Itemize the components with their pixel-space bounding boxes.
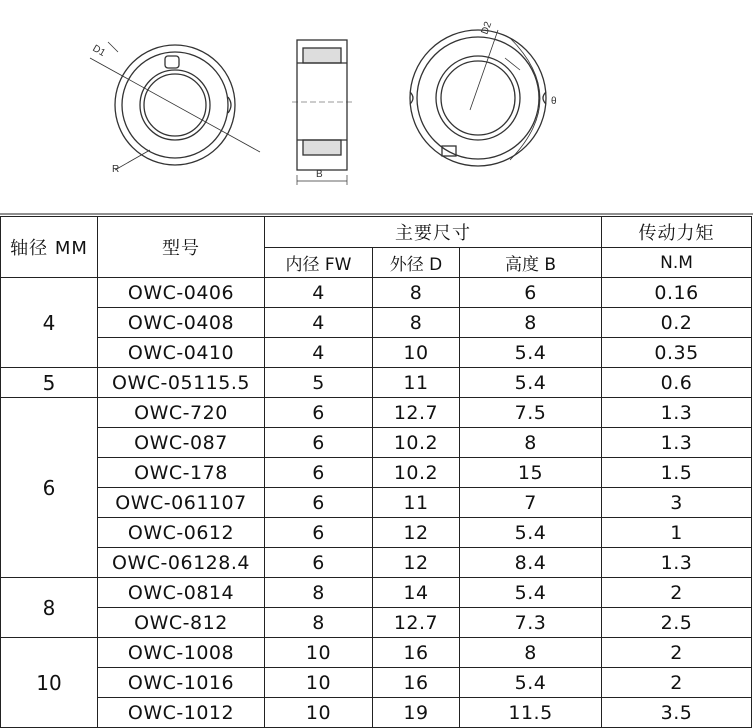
shaft-diameter-cell: 6 — [1, 398, 98, 578]
inner-diameter-cell: 6 — [265, 398, 373, 428]
model-cell: OWC-1016 — [98, 668, 265, 698]
inner-diameter-cell: 4 — [265, 308, 373, 338]
outer-diameter-cell: 14 — [373, 578, 460, 608]
header-torque: 传动力矩 — [602, 217, 752, 248]
torque-cell: 0.16 — [602, 278, 752, 308]
outer-diameter-cell: 10.2 — [373, 458, 460, 488]
height-cell: 5.4 — [460, 578, 602, 608]
front-view-right — [410, 30, 546, 166]
model-cell: OWC-720 — [98, 398, 265, 428]
height-cell: 7 — [460, 488, 602, 518]
model-cell: OWC-05115.5 — [98, 368, 265, 398]
torque-cell: 1.3 — [602, 548, 752, 578]
height-cell: 7.5 — [460, 398, 602, 428]
model-cell: OWC-0408 — [98, 308, 265, 338]
model-cell: OWC-0406 — [98, 278, 265, 308]
inner-diameter-cell: 8 — [265, 578, 373, 608]
table-row — [1, 638, 752, 668]
height-cell: 8.4 — [460, 548, 602, 578]
label-d2: D2 — [479, 20, 495, 37]
height-cell: 5.4 — [460, 518, 602, 548]
height-cell: 8 — [460, 638, 602, 668]
torque-cell: 3 — [602, 488, 752, 518]
label-d1: D1 — [90, 43, 108, 59]
torque-cell: 2 — [602, 668, 752, 698]
model-cell: OWC-087 — [98, 428, 265, 458]
outer-diameter-cell: 19 — [373, 698, 460, 728]
header-inner: 内径 FW — [265, 248, 373, 278]
height-cell: 5.4 — [460, 368, 602, 398]
torque-cell: 1.3 — [602, 398, 752, 428]
inner-diameter-cell: 6 — [265, 428, 373, 458]
torque-cell: 2 — [602, 578, 752, 608]
outer-diameter-cell: 12.7 — [373, 398, 460, 428]
torque-cell: 1 — [602, 518, 752, 548]
table-row — [1, 428, 752, 458]
inner-diameter-cell: 10 — [265, 668, 373, 698]
shaft-diameter-cell: 10 — [1, 638, 98, 728]
shaft-diameter-cell: 5 — [1, 368, 98, 398]
table-row — [1, 698, 752, 728]
torque-cell: 1.3 — [602, 428, 752, 458]
height-cell: 5.4 — [460, 668, 602, 698]
label-r: R — [112, 164, 120, 175]
inner-diameter-cell: 10 — [265, 638, 373, 668]
header-outer: 外径 D — [373, 248, 460, 278]
header-torque-unit: N.M — [602, 248, 752, 278]
header-main-dims: 主要尺寸 — [265, 217, 602, 248]
table-row — [1, 548, 752, 578]
table-row — [1, 518, 752, 548]
height-cell: 5.4 — [460, 338, 602, 368]
torque-cell: 0.2 — [602, 308, 752, 338]
outer-diameter-cell: 16 — [373, 638, 460, 668]
bearing-technical-drawing — [0, 0, 753, 215]
inner-diameter-cell: 10 — [265, 698, 373, 728]
table-row — [1, 488, 752, 518]
height-cell: 8 — [460, 308, 602, 338]
outer-diameter-cell: 10.2 — [373, 428, 460, 458]
torque-cell: 2.5 — [602, 608, 752, 638]
torque-cell: 1.5 — [602, 458, 752, 488]
label-b: B — [316, 169, 323, 180]
outer-diameter-cell: 12.7 — [373, 608, 460, 638]
header-shaft: 轴径 MM — [1, 217, 98, 278]
inner-diameter-cell: 5 — [265, 368, 373, 398]
model-cell: OWC-178 — [98, 458, 265, 488]
torque-cell: 0.35 — [602, 338, 752, 368]
inner-diameter-cell: 4 — [265, 278, 373, 308]
outer-diameter-cell: 11 — [373, 488, 460, 518]
inner-diameter-cell: 6 — [265, 518, 373, 548]
height-cell: 15 — [460, 458, 602, 488]
torque-cell: 2 — [602, 638, 752, 668]
height-cell: 6 — [460, 278, 602, 308]
inner-diameter-cell: 6 — [265, 458, 373, 488]
table-row — [1, 608, 752, 638]
torque-cell: 0.6 — [602, 368, 752, 398]
inner-diameter-cell: 4 — [265, 338, 373, 368]
table-row — [1, 458, 752, 488]
table-row — [1, 338, 752, 368]
outer-diameter-cell: 12 — [373, 518, 460, 548]
inner-diameter-cell: 6 — [265, 488, 373, 518]
table-row — [1, 368, 752, 398]
height-cell: 8 — [460, 428, 602, 458]
spec-table — [0, 216, 752, 728]
model-cell: OWC-0612 — [98, 518, 265, 548]
shaft-diameter-cell: 4 — [1, 278, 98, 368]
table-row — [1, 578, 752, 608]
header-model: 型号 — [98, 217, 265, 278]
model-cell: OWC-061107 — [98, 488, 265, 518]
model-cell: OWC-0410 — [98, 338, 265, 368]
table-row — [1, 278, 752, 308]
section-view — [292, 40, 352, 185]
height-cell: 7.3 — [460, 608, 602, 638]
model-cell: OWC-812 — [98, 608, 265, 638]
inner-diameter-cell: 8 — [265, 608, 373, 638]
table-row — [1, 308, 752, 338]
table-row — [1, 398, 752, 428]
model-cell: OWC-06128.4 — [98, 548, 265, 578]
outer-diameter-cell: 8 — [373, 278, 460, 308]
model-cell: OWC-1012 — [98, 698, 265, 728]
outer-diameter-cell: 8 — [373, 308, 460, 338]
table-row — [1, 668, 752, 698]
model-cell: OWC-1008 — [98, 638, 265, 668]
header-height: 高度 B — [460, 248, 602, 278]
outer-diameter-cell: 11 — [373, 368, 460, 398]
shaft-diameter-cell: 8 — [1, 578, 98, 638]
table-body — [1, 278, 752, 728]
outer-diameter-cell: 12 — [373, 548, 460, 578]
front-view-left — [90, 42, 260, 170]
label-theta: θ — [551, 96, 557, 107]
height-cell: 11.5 — [460, 698, 602, 728]
inner-diameter-cell: 6 — [265, 548, 373, 578]
outer-diameter-cell: 10 — [373, 338, 460, 368]
model-cell: OWC-0814 — [98, 578, 265, 608]
outer-diameter-cell: 16 — [373, 668, 460, 698]
torque-cell: 3.5 — [602, 698, 752, 728]
